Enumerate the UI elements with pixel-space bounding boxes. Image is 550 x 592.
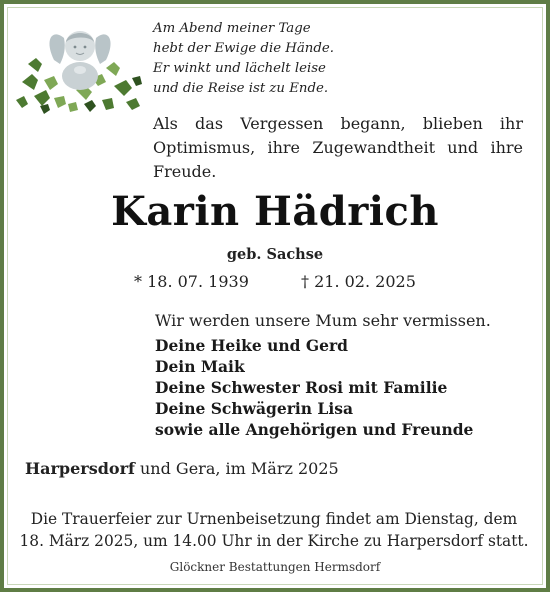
birth-date: * 18. 07. 1939 [134, 272, 249, 291]
service-notice [18, 508, 530, 552]
mourner-item: Deine Schwägerin Lisa [155, 399, 353, 418]
mourner-item: Deine Heike und Gerd [155, 336, 348, 355]
service-line: 18. März 2025, um 14.00 Uhr in der Kirche zu Harpersdorf statt. [19, 532, 529, 550]
mourner-item: sowie alle Angehörigen und Freunde [155, 420, 474, 439]
place-and-date [25, 459, 339, 478]
poem [153, 19, 334, 99]
mourner-item: Dein Maik [155, 357, 245, 376]
miss-text: Wir werden unsere Mum sehr vermissen. [155, 311, 491, 330]
poem-line: Er winkt und lächelt leise [153, 61, 326, 76]
death-date: † 21. 02. 2025 [301, 272, 416, 291]
birth-name: geb. Sachse [226, 246, 324, 263]
funeral-home: Glöckner Bestattungen Hermsdorf [169, 560, 381, 574]
place-rest: und Gera, im März 2025 [134, 459, 339, 478]
mourner-item: Deine Schwester Rosi mit Familie [155, 378, 448, 397]
angel-with-ivy-image [14, 20, 144, 115]
poem-line: hebt der Ewige die Hände. [153, 41, 334, 56]
service-line: Die Trauerfeier zur Urnenbeisetzung findet am Dienstag, dem [30, 510, 518, 528]
intro-text: Als das Vergessen begann, blieben ihr Optimismus, ihre Zugewandtheit und ihre Freude. [153, 114, 523, 181]
mourners-list [155, 335, 473, 440]
deceased-name: Karin Hädrich [111, 188, 439, 235]
poem-line: Am Abend meiner Tage [153, 21, 311, 36]
place-town: Harpersdorf [25, 459, 135, 478]
poem-line: und die Reise ist zu Ende. [153, 81, 329, 96]
